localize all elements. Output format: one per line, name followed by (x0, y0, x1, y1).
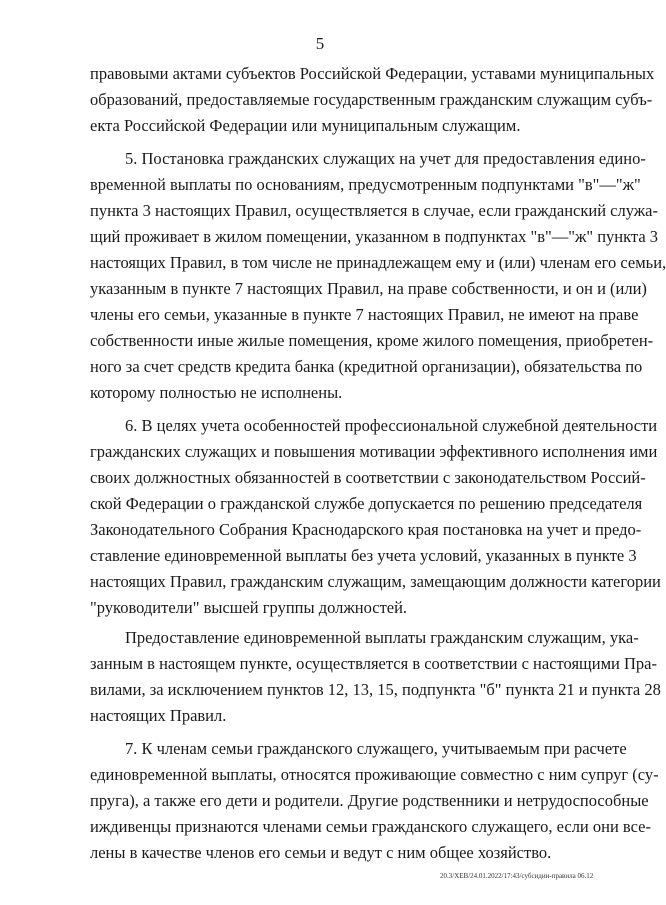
text-line: гражданских служащих и повышения мотивации эффективного исполнения ими (90, 442, 658, 461)
text-line: ской Федерации о гражданской службе допускается по решению председателя (90, 494, 643, 513)
text-line: пункта 3 настоящих Правил, осуществляется в случае, если гражданский служа- (90, 201, 658, 220)
text-line: которому полностью не исполнены. (90, 383, 343, 402)
text-line: настоящих Правил, гражданским служащим, замещающим должности категории (90, 572, 661, 591)
text-line: собственности иные жилые помещения, кроме жилого помещения, приобретен- (90, 331, 654, 350)
text-line: образований, предоставляемые государственным гражданским служащим субъ- (90, 90, 653, 109)
text-line: "руководители" высшей группы должностей. (90, 598, 408, 617)
text-line: Предоставление единовременной выплаты гражданским служащим, ука- (125, 628, 639, 647)
text-line: 6. В целях учета особенностей профессиональной служебной деятельности (125, 416, 658, 435)
text-line: екта Российской Федерации или муниципальным служащим. (90, 116, 521, 135)
footer-stamp: 20.3/ХЕВ/24.01.2022/17:43/субсидии-правила 06.12 (440, 872, 594, 880)
text-line: правовыми актами субъектов Российской Федерации, уставами муниципальных (90, 64, 655, 83)
text-line: занным в настоящем пункте, осуществляется в соответствии с настоящими Пра- (90, 654, 657, 673)
text-line: пруга), а также его дети и родители. Другие родственники и нетрудоспособные (90, 791, 649, 810)
text-line: Законодательного Собрания Краснодарского края постановка на учет и предо- (90, 520, 642, 539)
text-line: временной выплаты по основаниям, предусмотренным подпунктами "в"—"ж" (90, 175, 641, 194)
text-line: иждивенцы признаются членами семьи гражданского служащего, если они все- (90, 817, 651, 836)
text-line: 7. К членам семьи гражданского служащего, учитываемым при расчете (125, 739, 627, 758)
text-line: щий проживает в жилом помещении, указанном в подпунктах "в"—"ж" пункта 3 (90, 227, 659, 246)
text-line: ставление единовременной выплаты без учета условий, указанных в пункте 3 (90, 546, 637, 565)
text-line: члены его семьи, указанные в пункте 7 настоящих Правил, не имеют на праве (90, 305, 639, 324)
text-line: единовременной выплаты, относятся проживающие совместно с ним супруг (су- (90, 765, 659, 784)
text-line: настоящих Правил. (90, 706, 227, 725)
text-line: настоящих Правил, в том числе не принадлежащем ему и (или) членам его семьи, (90, 253, 666, 272)
text-line: своих должностных обязанностей в соответствии с законодательством Россий- (90, 468, 646, 487)
text-line: лены в качестве членов его семьи и ведут с ним общее хозяйство. (90, 843, 552, 862)
text-line: 5. Постановка гражданских служащих на учет для предоставления едино- (125, 149, 646, 168)
page-number: 5 (315, 34, 325, 53)
text-line: вилами, за исключением пунктов 12, 13, 15, подпункта "б" пункта 21 и пункта 28 (90, 680, 661, 699)
text-line: указанным в пункте 7 настоящих Правил, на праве собственности, и он и (или) (90, 279, 647, 298)
text-line: ного за счет средств кредита банка (кредитной организации), обязательства по (90, 357, 643, 376)
